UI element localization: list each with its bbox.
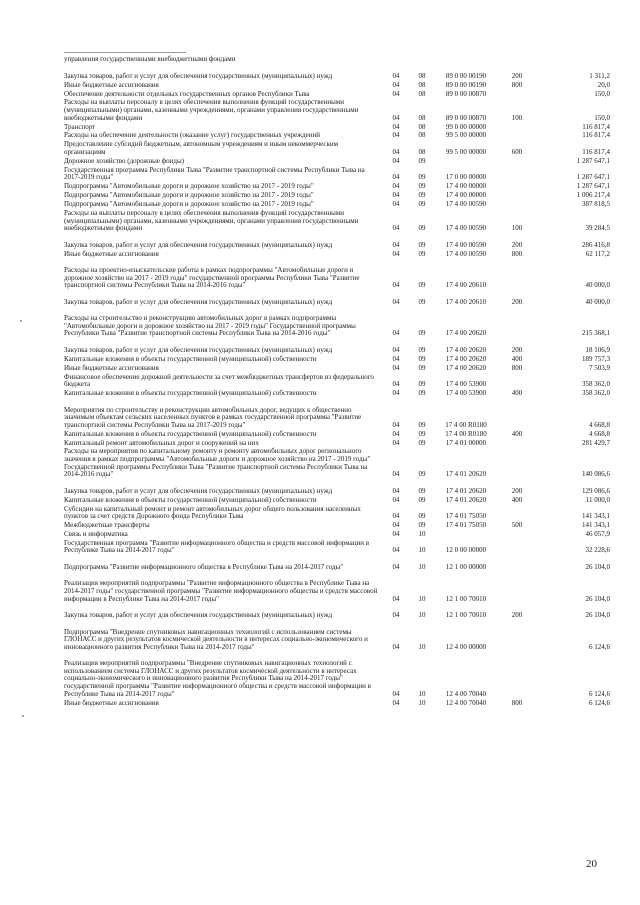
cell-name: Закупка товаров, работ и услуг для обеспечения государственных (муниципальных) нужд xyxy=(64,611,333,620)
cell-expense-type: 400 xyxy=(511,429,523,438)
table-row xyxy=(64,429,610,438)
cell-subsection: 09 xyxy=(418,420,426,429)
cell-amount: 11 000,0 xyxy=(585,495,610,504)
cell-name: Предоставление субсидий бюджетным, автономным учреждениям и иным некоммерческим организациям xyxy=(64,140,339,156)
table-row xyxy=(64,165,610,182)
cell-amount: 26 104,0 xyxy=(585,611,610,620)
cell-name: Расходы на обеспечение деятельности (оказание услуг) государственных учреждений xyxy=(64,131,320,140)
page-number: 20 xyxy=(586,858,597,870)
cell-target-article: 17 4 00 R0180 xyxy=(445,420,487,429)
cell-section: 04 xyxy=(392,389,400,398)
table-row xyxy=(64,338,610,355)
table-row xyxy=(64,571,610,603)
cell-name: Государственная программа Республики Тыва "Развитие транспортной системы Республики Тыва на 2017-2019 годы" xyxy=(64,165,365,182)
cell-name: Расходы на выплаты персоналу в целях обеспечения выполнения функций государственными (муниципальными) органами, казенными учреждениями, органами управления государственными внебюджетными фондами xyxy=(64,98,359,122)
cell-amount: 1 287 647,1 xyxy=(576,156,610,165)
table-row xyxy=(64,603,610,620)
cell-subsection: 09 xyxy=(418,297,426,306)
table-row xyxy=(64,55,610,64)
cell-target-article: 17 4 00 20610 xyxy=(445,297,487,306)
cell-amount: 281 429,7 xyxy=(582,438,610,447)
cell-subsection: 08 xyxy=(418,80,426,89)
cell-name: Обеспечение деятельности отдельных государственных органов Республики Тыва xyxy=(64,89,310,98)
cell-target-article: 17 4 01 00000 xyxy=(445,438,487,447)
cell-name: Реализация мероприятий подпрограммы "Внедрение спутниковых навигационных технологий с использованием системы ГЛОНАСС и других результатов космической деятельности в интересах социально-экономического и инновационного развития Республики Тыва на 2014-2017 годы" государственной программы "Развитие информационного общества и средств массовой информации в Республике Тыва на 2014-2017 годы" xyxy=(64,659,371,698)
cell-subsection: 08 xyxy=(418,71,426,80)
cell-amount: 116 817,4 xyxy=(582,131,610,140)
cell-target-article: 17 4 01 20620 xyxy=(445,495,487,504)
cell-name: Закупка товаров, работ и услуг для обеспечения государственных (муниципальных) нужд xyxy=(64,71,333,80)
table-row xyxy=(64,258,610,290)
cell-section: 04 xyxy=(392,594,400,603)
cell-amount: 6 124,6 xyxy=(589,689,610,698)
cell-target-article: 17 4 00 20620 xyxy=(445,363,487,372)
cell-target-article: 12 4 00 00000 xyxy=(445,642,487,651)
cell-section: 04 xyxy=(392,156,400,165)
cell-name: Межбюджетные трансферты xyxy=(64,520,150,529)
cell-amount: 40 000,0 xyxy=(585,281,610,290)
cell-target-article: 17 4 00 00590 xyxy=(445,240,487,249)
cell-subsection: 09 xyxy=(418,249,426,258)
cell-target-article: 17 4 00 53900 xyxy=(445,380,487,389)
cell-section: 04 xyxy=(392,420,400,429)
cell-section: 04 xyxy=(392,131,400,140)
cell-expense-type: 100 xyxy=(511,113,523,122)
table-row xyxy=(64,620,610,652)
cell-name: Расходы на строительство и реконструкцию автомобильных дорог в рамках подпрограммы "Автомобильные дороги и дорожное хозяйство на 2017 - 2019 годы" Государственной программы Республики Тыва "Развитие транспортной системы Республики Тыва на 2014-2016 годы" xyxy=(64,314,356,338)
table-row xyxy=(64,89,610,98)
table-row xyxy=(64,555,610,572)
cell-amount: 358 362,0 xyxy=(582,380,610,389)
cell-name: Иные бюджетные ассигнования xyxy=(64,363,159,372)
table-row xyxy=(64,157,610,166)
cell-amount: 358 362,0 xyxy=(582,389,610,398)
cell-name: Капитальный ремонт автомобильных дорог и сооружений на них xyxy=(64,438,259,447)
cell-subsection: 09 xyxy=(418,438,426,447)
cell-target-article: 12 0 00 00000 xyxy=(445,546,487,555)
cell-name: Иные бюджетные ассигнования xyxy=(64,698,159,707)
cell-name: Закупка товаров, работ и услуг для обеспечения государственных (муниципальных) нужд xyxy=(64,486,333,495)
cell-target-article: 89 0 00 00190 xyxy=(445,71,487,80)
cell-section: 04 xyxy=(392,224,400,233)
cell-expense-type: 100 xyxy=(511,224,523,233)
cell-expense-type: 200 xyxy=(511,486,523,495)
cell-target-article: 17 4 01 75050 xyxy=(445,512,487,521)
cell-section: 04 xyxy=(392,698,400,707)
cell-target-article: 12 4 00 70040 xyxy=(445,698,487,707)
table-row xyxy=(64,182,610,191)
cell-name: Закупка товаров, работ и услуг для обеспечения государственных (муниципальных) нужд xyxy=(64,345,333,354)
cell-section: 04 xyxy=(392,689,400,698)
cell-section: 04 xyxy=(392,80,400,89)
cell-section: 04 xyxy=(392,89,400,98)
table-row xyxy=(64,398,610,430)
cell-subsection: 09 xyxy=(418,486,426,495)
cell-expense-type: 200 xyxy=(511,71,523,80)
scan-speck xyxy=(20,320,22,322)
cell-amount: 150,0 xyxy=(594,89,610,98)
cell-section: 04 xyxy=(392,71,400,80)
cell-target-article: 17 4 00 53900 xyxy=(445,389,487,398)
cell-amount: 1 287 647,1 xyxy=(576,182,610,191)
cell-target-article: 17 4 00 00590 xyxy=(445,224,487,233)
cell-subsection: 09 xyxy=(418,345,426,354)
cell-subsection: 09 xyxy=(418,429,426,438)
cell-section: 04 xyxy=(392,546,400,555)
cell-amount: 26 104,0 xyxy=(585,594,610,603)
table-row xyxy=(64,530,610,539)
table-row xyxy=(64,290,610,307)
cell-target-article: 17 4 00 20620 xyxy=(445,354,487,363)
cell-target-article: 17 4 00 R0180 xyxy=(445,429,487,438)
table-row xyxy=(64,306,610,338)
cell-name: Расходы на выплаты персоналу в целях обеспечения выполнения функций государственными (муниципальными) органами, казенными учреждениями, органами управления государственными внебюджетными фондами xyxy=(64,208,359,233)
cell-name: Капитальные вложения в объекты государственной (муниципальной) собственности xyxy=(64,429,317,438)
table-row xyxy=(64,209,610,233)
cell-name: Мероприятия по строительству и реконструкции автомобильных дорог, ведущих к общественно значимым объектам сельских населенных пунктов в рамках государственной программы "Развитие транспортной системы Республики Тыва на 2017-2019 годы" xyxy=(64,405,362,429)
table-row xyxy=(64,372,610,389)
table-row xyxy=(64,80,610,89)
cell-expense-type: 600 xyxy=(511,147,523,156)
cell-expense-type: 200 xyxy=(511,345,523,354)
cell-target-article: 17 4 00 00000 xyxy=(445,182,487,191)
cell-section: 04 xyxy=(392,611,400,620)
cell-section: 04 xyxy=(392,182,400,191)
cell-target-article: 12 1 00 00000 xyxy=(445,562,487,571)
cell-amount: 40 000,0 xyxy=(585,297,610,306)
cell-subsection: 10 xyxy=(418,529,426,538)
table-row xyxy=(64,438,610,447)
cell-target-article: 99 5 00 00000 xyxy=(445,131,487,140)
cell-target-article: 17 4 01 20620 xyxy=(445,470,487,479)
cell-name: Подпрограмма "Развитие информационного общества в Республике Тыва на 2014-2017 годы" xyxy=(64,562,344,571)
cell-subsection: 09 xyxy=(418,182,426,191)
table-row xyxy=(64,363,610,372)
cell-name: Иные бюджетные ассигнования xyxy=(64,80,159,89)
cell-target-article: 12 1 00 70010 xyxy=(445,594,487,603)
cell-name: Расходы на проектно-изыскательские работы в рамках подпрограммы "Автомобильные дороги и дорожное хозяйство на 2017 - 2019 годы" государственной программы Республики Тыва "Развитие транспортной системы Республики Тыва на 2014-2016 годы" xyxy=(64,266,360,290)
cell-name: Подпрограмма "Внедрение спутниковых навигационных технологий с использованием системы ГЛОНАСС и других результатов космической деятельности в интересах социально-экономического и инновационного развития Республики Тыва на 2014-2017 годы" xyxy=(64,627,368,651)
cell-target-article: 17 4 00 20620 xyxy=(445,329,487,338)
cell-target-article: 17 4 00 00590 xyxy=(445,249,487,258)
cell-subsection: 08 xyxy=(418,147,426,156)
cell-amount: 387 818,5 xyxy=(582,200,610,209)
cell-name: Реализация мероприятий подпрограммы "Развитие информационного общества в Республике Тыва на 2014-2017 годы" государственной программы "Развитие информационного общества и средств массовой информации в Республике Тыва на 2014-2017 годы" xyxy=(64,579,378,603)
cell-section: 04 xyxy=(392,122,400,131)
cell-name: Закупка товаров, работ и услуг для обеспечения государственных (муниципальных) нужд xyxy=(64,297,333,306)
cell-name: Финансовое обеспечение дорожной деятельности за счет межбюджетных трансфертов из федерального бюджета xyxy=(64,372,374,389)
cell-amount: 26 104,0 xyxy=(585,562,610,571)
cell-target-article: 17 0 00 00000 xyxy=(445,173,487,182)
cell-section: 04 xyxy=(392,495,400,504)
cell-section: 04 xyxy=(392,345,400,354)
table-row xyxy=(64,233,610,250)
cell-subsection: 09 xyxy=(418,281,426,290)
table-row xyxy=(64,200,610,209)
cell-section: 04 xyxy=(392,486,400,495)
cell-subsection: 09 xyxy=(418,191,426,200)
cell-amount: 215 368,1 xyxy=(582,329,610,338)
table-row xyxy=(64,98,610,122)
cell-name: Государственная программа "Развитие информационного общества и средств массовой информации в Республике Тыва на 2014-2017 годы" xyxy=(64,538,370,555)
table-row xyxy=(64,191,610,200)
table-row xyxy=(64,495,610,504)
cell-section: 04 xyxy=(392,470,400,479)
cell-expense-type: 400 xyxy=(511,354,523,363)
table-row xyxy=(64,447,610,479)
cell-subsection: 10 xyxy=(418,562,426,571)
cell-amount: 140 086,6 xyxy=(582,470,610,479)
cell-expense-type: 800 xyxy=(511,698,523,707)
cell-subsection: 09 xyxy=(418,173,426,182)
cell-section: 04 xyxy=(392,200,400,209)
cell-target-article: 17 4 01 20620 xyxy=(445,486,487,495)
table-row xyxy=(64,131,610,140)
cell-amount: 20,0 xyxy=(597,80,610,89)
cell-name: Капитальные вложения в объекты государственной (муниципальной) собственности xyxy=(64,389,317,398)
cell-section: 04 xyxy=(392,297,400,306)
cell-amount: 18 106,9 xyxy=(585,345,610,354)
cell-amount: 116 817,4 xyxy=(582,122,610,131)
cell-name: Подпрограмма "Автомобильные дороги и дорожное хозяйство на 2017 - 2019 годы" xyxy=(64,200,314,209)
cell-expense-type: 200 xyxy=(511,240,523,249)
cell-name: Связь и информатика xyxy=(64,529,128,538)
cell-name: Капитальные вложения в объекты государственной (муниципальной) собственности xyxy=(64,495,317,504)
cell-name: Дорожное хозяйство (дорожные фонды) xyxy=(64,156,185,165)
cell-subsection: 09 xyxy=(418,224,426,233)
cell-subsection: 10 xyxy=(418,611,426,620)
table-row xyxy=(64,504,610,521)
cell-target-article: 17 4 01 75050 xyxy=(445,520,487,529)
cell-name: Субсидии на капитальный ремонт и ремонт автомобильных дорог общего пользования населенных пунктов за счет средств Дорожного фонда Республики Тыва xyxy=(64,504,361,521)
cell-amount: 141 343,1 xyxy=(582,520,610,529)
cell-name: Капитальные вложения в объекты государственной (муниципальной) собственности xyxy=(64,354,317,363)
cell-subsection: 08 xyxy=(418,131,426,140)
table-row xyxy=(64,521,610,530)
cell-amount: 4 668,8 xyxy=(589,420,610,429)
cell-subsection: 09 xyxy=(418,363,426,372)
cell-amount: 4 668,8 xyxy=(589,429,610,438)
budget-table xyxy=(64,55,610,707)
cell-amount: 129 086,6 xyxy=(582,486,610,495)
cell-name: Подпрограмма "Автомобильные дороги и дорожное хозяйство на 2017 - 2019 годы" xyxy=(64,191,314,200)
cell-target-article: 17 4 00 20620 xyxy=(445,345,487,354)
cell-name: Подпрограмма "Автомобильные дороги и дорожное хозяйство на 2017 - 2019 годы" xyxy=(64,182,314,191)
cell-section: 04 xyxy=(392,363,400,372)
cell-amount: 39 284,5 xyxy=(585,224,610,233)
table-row xyxy=(64,64,610,81)
cell-section: 04 xyxy=(392,429,400,438)
cell-amount: 116 817,4 xyxy=(582,147,610,156)
cell-subsection: 10 xyxy=(418,698,426,707)
cell-amount: 150,0 xyxy=(594,113,610,122)
cell-subsection: 09 xyxy=(418,329,426,338)
cell-target-article: 12 4 00 70040 xyxy=(445,689,487,698)
cell-subsection: 09 xyxy=(418,200,426,209)
cell-section: 04 xyxy=(392,512,400,521)
table-row xyxy=(64,140,610,157)
cell-subsection: 10 xyxy=(418,689,426,698)
cell-expense-type: 400 xyxy=(511,389,523,398)
cell-section: 04 xyxy=(392,173,400,182)
cell-subsection: 09 xyxy=(418,354,426,363)
cell-subsection: 10 xyxy=(418,546,426,555)
table-row xyxy=(64,122,610,131)
cell-target-article: 99 5 00 00000 xyxy=(445,147,487,156)
cell-amount: 32 228,6 xyxy=(585,546,610,555)
cell-subsection: 09 xyxy=(418,470,426,479)
cell-target-article: 17 4 00 20610 xyxy=(445,281,487,290)
cell-expense-type: 800 xyxy=(511,80,523,89)
cell-amount: 7 503,9 xyxy=(589,363,610,372)
cell-section: 04 xyxy=(392,380,400,389)
cell-subsection: 08 xyxy=(418,113,426,122)
cell-target-article: 89 0 00 00870 xyxy=(445,89,487,98)
cell-expense-type: 500 xyxy=(511,520,523,529)
cell-amount: 1 311,2 xyxy=(589,71,610,80)
cell-subsection: 09 xyxy=(418,380,426,389)
cell-expense-type: 200 xyxy=(511,297,523,306)
cell-amount: 46 057,9 xyxy=(585,529,610,538)
cell-subsection: 09 xyxy=(418,495,426,504)
cell-subsection: 09 xyxy=(418,512,426,521)
table-row xyxy=(64,354,610,363)
cell-name: Транспорт xyxy=(64,122,96,131)
top-rule xyxy=(64,52,186,53)
cell-subsection: 09 xyxy=(418,389,426,398)
cell-section: 04 xyxy=(392,113,400,122)
cell-amount: 141 343,1 xyxy=(582,512,610,521)
cell-subsection: 10 xyxy=(418,642,426,651)
cell-section: 04 xyxy=(392,562,400,571)
cell-subsection: 08 xyxy=(418,89,426,98)
table-row xyxy=(64,538,610,555)
cell-target-article: 17 4 00 00590 xyxy=(445,200,487,209)
cell-name: Иные бюджетные ассигнования xyxy=(64,249,159,258)
cell-target-article: 99 0 00 00000 xyxy=(445,122,487,131)
cell-name: управления государственными внебюджетными фондами xyxy=(64,55,236,64)
cell-target-article: 89 0 00 00190 xyxy=(445,80,487,89)
cell-section: 04 xyxy=(392,329,400,338)
cell-section: 04 xyxy=(392,642,400,651)
cell-amount: 6 124,6 xyxy=(589,642,610,651)
cell-amount: 189 757,3 xyxy=(582,354,610,363)
table-row xyxy=(64,698,610,707)
cell-amount: 1 006 217,4 xyxy=(576,191,610,200)
cell-amount: 62 117,2 xyxy=(585,249,610,258)
cell-expense-type: 200 xyxy=(511,611,523,620)
cell-subsection: 08 xyxy=(418,122,426,131)
table-row xyxy=(64,479,610,496)
cell-section: 04 xyxy=(392,249,400,258)
cell-section: 04 xyxy=(392,520,400,529)
cell-expense-type: 800 xyxy=(511,363,523,372)
cell-expense-type: 400 xyxy=(511,495,523,504)
cell-subsection: 09 xyxy=(418,520,426,529)
table-row xyxy=(64,249,610,258)
cell-target-article: 17 4 00 00000 xyxy=(445,191,487,200)
cell-section: 04 xyxy=(392,438,400,447)
cell-subsection: 09 xyxy=(418,156,426,165)
cell-target-article: 12 1 00 70010 xyxy=(445,611,487,620)
cell-section: 04 xyxy=(392,281,400,290)
cell-amount: 286 416,8 xyxy=(582,240,610,249)
cell-name: Расходы на мероприятия по капитальному ремонту и ремонту автомобильных дорог регионального значения в рамках подпрограммы "Автомобильные дороги и дорожное хозяйство на 2017 - 2019 годы" Государственной программы Республики Тыва "Развитие транспортной системы Республики Тыва на 2014-2016 годы" xyxy=(64,447,371,479)
cell-target-article: 89 0 00 00870 xyxy=(445,113,487,122)
cell-name: Закупка товаров, работ и услуг для обеспечения государственных (муниципальных) нужд xyxy=(64,240,333,249)
table-row xyxy=(64,389,610,398)
cell-section: 04 xyxy=(392,191,400,200)
cell-amount: 6 124,6 xyxy=(589,698,610,707)
cell-section: 04 xyxy=(392,529,400,538)
table-row xyxy=(64,651,610,698)
cell-expense-type: 800 xyxy=(511,249,523,258)
cell-section: 04 xyxy=(392,147,400,156)
cell-section: 04 xyxy=(392,240,400,249)
cell-subsection: 10 xyxy=(418,594,426,603)
scan-speck xyxy=(22,715,24,717)
cell-amount: 1 287 647,1 xyxy=(576,173,610,182)
cell-section: 04 xyxy=(392,354,400,363)
cell-subsection: 09 xyxy=(418,240,426,249)
